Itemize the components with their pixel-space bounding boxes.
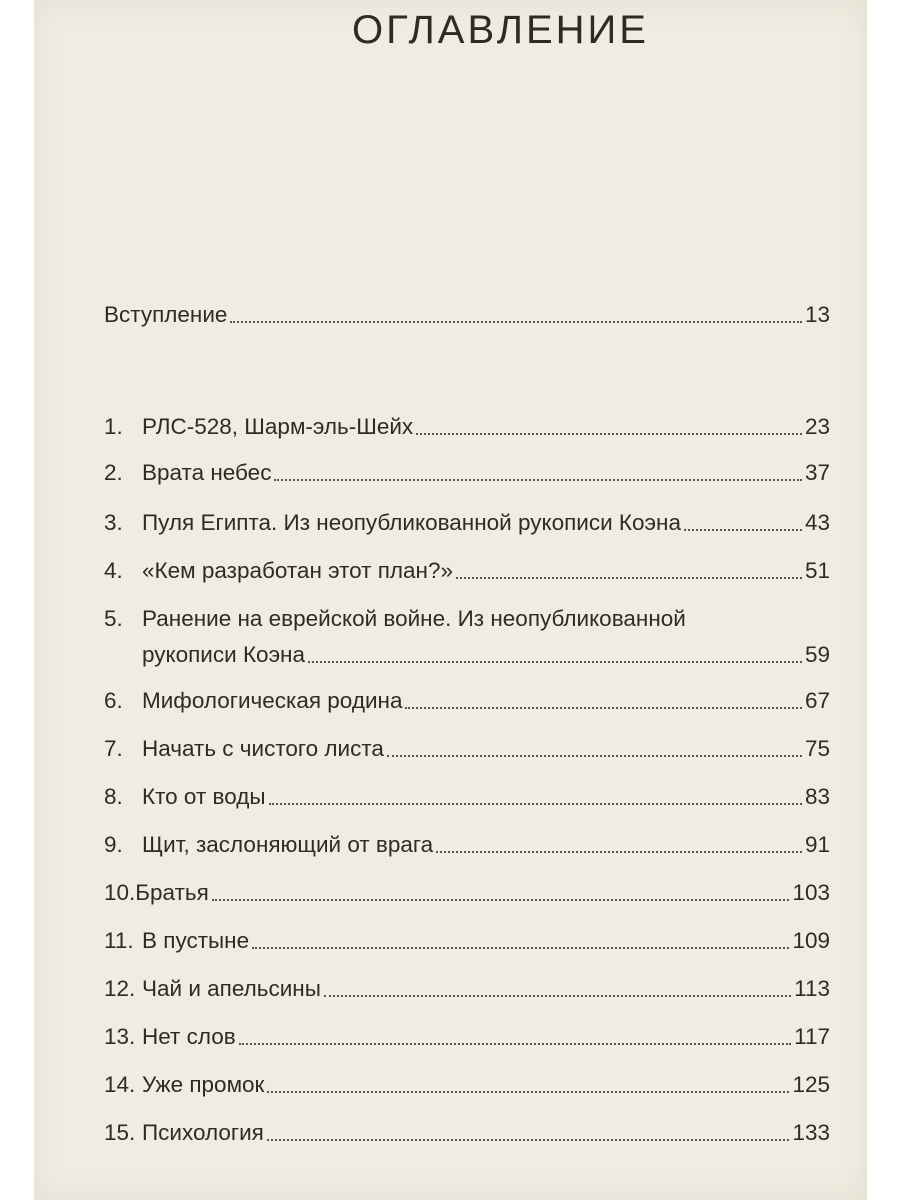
toc-entry-4[interactable] bbox=[104, 556, 830, 586]
toc-entry-2[interactable] bbox=[104, 458, 830, 488]
dot-leader bbox=[405, 707, 802, 709]
toc-label: Начать с чистого листа bbox=[142, 736, 384, 761]
toc-label: Уже промок bbox=[142, 1072, 265, 1097]
toc-entry-13[interactable] bbox=[104, 1022, 830, 1052]
toc-entry-1[interactable] bbox=[104, 412, 830, 442]
chapter-number: 2. bbox=[104, 460, 123, 485]
dot-leader bbox=[252, 947, 789, 949]
toc-entry-5-line1[interactable] bbox=[104, 604, 830, 634]
toc-page-number: 125 bbox=[792, 1072, 830, 1097]
toc-label: рукописи Коэна bbox=[142, 642, 305, 667]
toc-page-number: 37 bbox=[804, 460, 830, 485]
toc-label: Нет слов bbox=[142, 1024, 236, 1049]
chapter-number: 14. bbox=[104, 1072, 136, 1097]
toc-page-number: 67 bbox=[804, 688, 830, 713]
toc-page-number: 59 bbox=[804, 642, 830, 667]
chapter-number: 13. bbox=[104, 1024, 136, 1049]
toc-label: Кто от воды bbox=[142, 784, 266, 809]
toc-entry-5-line2[interactable] bbox=[104, 640, 830, 670]
dot-leader bbox=[387, 755, 802, 757]
toc-page-number: 91 bbox=[804, 832, 830, 857]
chapter-number: 11. bbox=[104, 928, 134, 953]
chapter-number: 6. bbox=[104, 688, 123, 713]
chapter-number: 3. bbox=[104, 510, 123, 535]
chapter-number: 15. bbox=[104, 1120, 136, 1145]
dot-leader bbox=[436, 851, 802, 853]
toc-label: Мифологическая родина bbox=[142, 688, 403, 713]
toc-entry-3[interactable] bbox=[104, 508, 830, 538]
toc-label: В пустыне bbox=[142, 928, 250, 953]
toc-label: Братья bbox=[135, 880, 209, 905]
toc-page-number: 43 bbox=[804, 510, 830, 535]
chapter-number: 12. bbox=[104, 976, 136, 1001]
toc-label: Чай и апельсины bbox=[142, 976, 321, 1001]
toc-page-number: 75 bbox=[804, 736, 830, 761]
dot-leader bbox=[269, 803, 802, 805]
toc-entry-11[interactable] bbox=[104, 926, 830, 956]
toc-page-number: 109 bbox=[792, 928, 830, 953]
toc-entry-8[interactable] bbox=[104, 782, 830, 812]
chapter-number: 4. bbox=[104, 558, 123, 583]
chapter-number: 1. bbox=[104, 414, 123, 439]
toc-page-number: 23 bbox=[804, 414, 830, 439]
dot-leader bbox=[416, 433, 802, 435]
toc-entry-6[interactable] bbox=[104, 686, 830, 716]
toc-label: Вступление bbox=[104, 302, 228, 327]
toc-entry-intro[interactable] bbox=[104, 300, 830, 330]
toc-entry-9[interactable] bbox=[104, 830, 830, 860]
chapter-number: 10. bbox=[104, 880, 136, 905]
page-title: ОГЛАВЛЕНИЕ bbox=[352, 8, 649, 52]
toc-page-number: 51 bbox=[804, 558, 830, 583]
dot-leader bbox=[212, 899, 790, 901]
dot-leader bbox=[324, 995, 791, 997]
chapter-number: 7. bbox=[104, 736, 123, 761]
dot-leader bbox=[239, 1043, 791, 1045]
toc-entry-7[interactable] bbox=[104, 734, 830, 764]
chapter-number: 9. bbox=[104, 832, 123, 857]
toc-label: РЛС-528, Шарм-эль-Шейх bbox=[142, 414, 414, 439]
toc-label: Врата небес bbox=[142, 460, 272, 485]
toc-label: Пуля Египта. Из неопубликованной рукописи Коэна bbox=[142, 510, 681, 535]
dot-leader bbox=[267, 1139, 790, 1141]
dot-leader bbox=[230, 321, 802, 323]
toc-page-number: 13 bbox=[804, 302, 830, 327]
toc-entry-15[interactable] bbox=[104, 1118, 830, 1148]
toc-page-number: 113 bbox=[794, 976, 830, 1001]
toc-label: Ранение на еврейской войне. Из неопубликованной bbox=[142, 606, 686, 631]
toc-page-number: 83 bbox=[804, 784, 830, 809]
toc-page-number: 103 bbox=[792, 880, 830, 905]
toc-label: Щит, заслоняющий от врага bbox=[142, 832, 434, 857]
toc-label: Психология bbox=[142, 1120, 264, 1145]
toc-page-number: 133 bbox=[792, 1120, 830, 1145]
dot-leader bbox=[308, 661, 802, 663]
book-page bbox=[34, 0, 867, 1200]
dot-leader bbox=[684, 529, 802, 531]
chapter-number: 8. bbox=[104, 784, 123, 809]
toc-entry-14[interactable] bbox=[104, 1070, 830, 1100]
dot-leader bbox=[274, 479, 802, 481]
toc-page-number: 117 bbox=[794, 1024, 830, 1049]
dot-leader bbox=[267, 1091, 789, 1093]
toc-entry-10[interactable] bbox=[104, 878, 830, 908]
toc-label: «Кем разработан этот план?» bbox=[142, 558, 454, 583]
dot-leader bbox=[456, 577, 802, 579]
toc-entry-12[interactable] bbox=[104, 974, 830, 1004]
chapter-number: 5. bbox=[104, 606, 123, 631]
